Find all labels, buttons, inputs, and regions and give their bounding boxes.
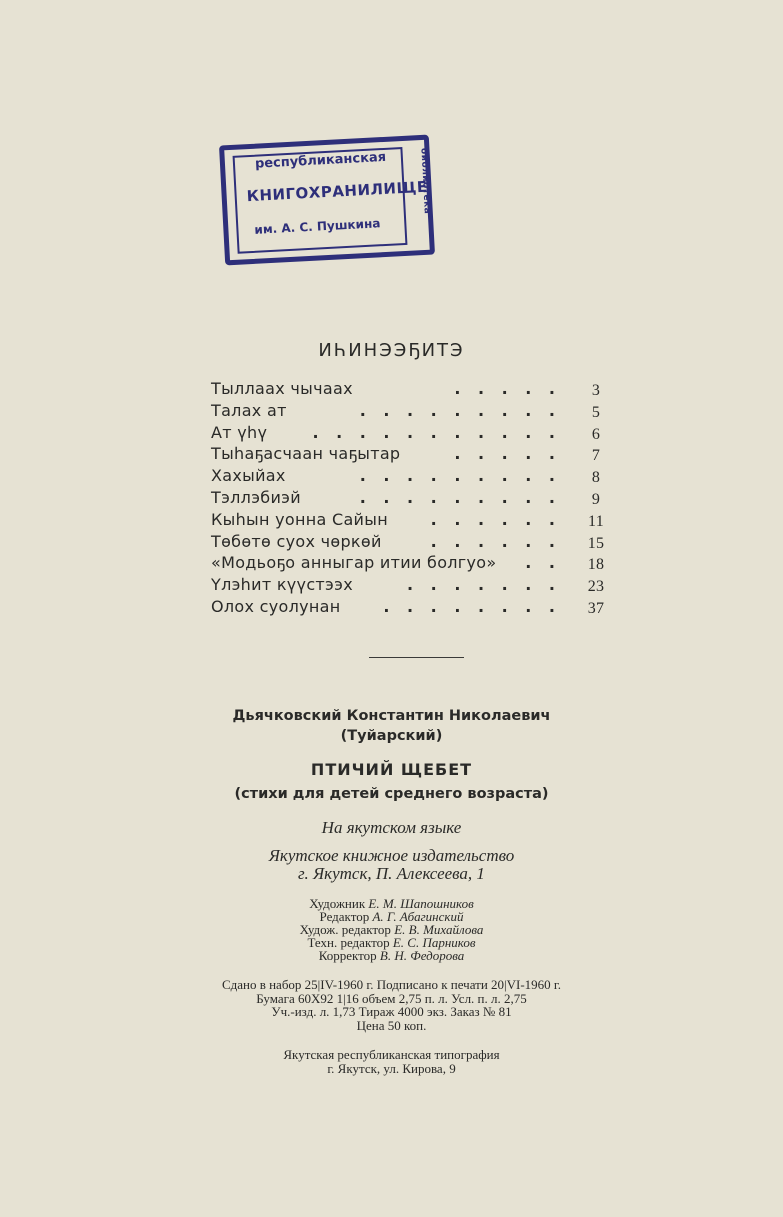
toc-page-number: 23 bbox=[587, 578, 605, 596]
toc-entry bbox=[211, 574, 611, 596]
toc-entry bbox=[211, 465, 611, 487]
publisher-address: г. Якутск, П. Алексеева, 1 bbox=[298, 864, 485, 883]
toc-entry bbox=[211, 443, 611, 465]
toc-page-number: 15 bbox=[587, 534, 605, 552]
author-name: Дьячковский Константин Николаевич bbox=[232, 708, 551, 724]
book-subtitle: (стихи для детей среднего возраста) bbox=[234, 786, 549, 802]
printer-name: Якутская республиканская типография bbox=[283, 1047, 500, 1062]
toc-entry-title: Талах ат bbox=[211, 400, 291, 422]
library-stamp bbox=[219, 135, 435, 266]
toc-title: ИҺИНЭЭҔИТЭ bbox=[318, 340, 465, 361]
toc-entry-title: Үлэһит күүстээх bbox=[211, 574, 357, 596]
credit-role: Корректор bbox=[318, 948, 377, 963]
stamp-line-3: им. А. С. Пушкина bbox=[254, 216, 381, 237]
toc-leader: . . . . . bbox=[454, 444, 561, 464]
toc-entry bbox=[211, 378, 611, 400]
credit-role: Редактор bbox=[319, 909, 370, 924]
toc-leader: . . . . . . . . bbox=[383, 596, 561, 616]
toc-entry bbox=[211, 509, 611, 531]
credit-role: Худож. редактор bbox=[299, 922, 391, 937]
toc-leader: . . . . . bbox=[454, 379, 561, 398]
toc-leader: . . . . . . . . . bbox=[359, 487, 561, 507]
toc-entry-title: Олох суолунан bbox=[211, 596, 345, 618]
stamp-line-1: республиканская bbox=[254, 149, 387, 172]
toc-entry bbox=[211, 531, 611, 553]
stamp-side-text: библиотека bbox=[418, 147, 432, 215]
price-line: Цена 50 коп. bbox=[356, 1017, 427, 1033]
publisher-name: Якутское книжное издательство bbox=[268, 846, 515, 865]
toc-page-number: 11 bbox=[587, 512, 604, 530]
toc-entry-title: Тэллэбиэй bbox=[211, 487, 305, 509]
toc-page-number: 3 bbox=[591, 382, 601, 399]
print-detail-line: Бумага 60X92 1|16 объем 2,75 п. л. Усл. п. л. 2,75 bbox=[256, 990, 527, 1006]
toc-entry bbox=[211, 400, 611, 422]
print-details bbox=[0, 978, 783, 1032]
language-note: На якутском языке bbox=[321, 818, 462, 837]
toc-entry-title: Тыһаҕасчаан чаҕытар bbox=[211, 443, 404, 465]
toc-entry bbox=[211, 487, 611, 509]
section-divider bbox=[369, 657, 464, 658]
credit-name: В. Н. Федорова bbox=[379, 948, 465, 963]
toc-leader: . . . . . . . . . . . bbox=[312, 422, 561, 442]
table-of-contents bbox=[211, 378, 611, 618]
stamp-line-2: КНИГОХРАНИЛИЩЕ bbox=[246, 177, 429, 206]
toc-entry-title: Хахыйах bbox=[211, 465, 290, 487]
toc-entry-title: Кыһын уонна Сайын bbox=[211, 509, 392, 531]
toc-page-number: 6 bbox=[591, 425, 601, 443]
toc-leader: . . . . . . bbox=[430, 531, 561, 551]
toc-entry bbox=[211, 552, 611, 574]
credit-name: Е. В. Михайлова bbox=[394, 922, 484, 937]
toc-entry-title: Тыллаах чычаах bbox=[211, 378, 357, 400]
credit-row bbox=[0, 949, 783, 962]
toc-leader: . . . . . . . . . bbox=[359, 466, 561, 486]
toc-leader: . . . . . . . bbox=[407, 575, 561, 595]
toc-entry bbox=[211, 422, 611, 444]
printer-address: г. Якутск, ул. Кирова, 9 bbox=[327, 1061, 456, 1076]
toc-entry-title: Төбөтө суох чөркөй bbox=[211, 531, 386, 553]
toc-entry-title: Ат үһү bbox=[211, 422, 271, 444]
toc-entry-title: «Модьоҕо анныгар итии болгуо» bbox=[211, 552, 500, 574]
book-title: ПТИЧИЙ ЩЕБЕТ bbox=[310, 760, 473, 779]
credit-name: Е. М. Шапошников bbox=[368, 896, 474, 911]
toc-entry bbox=[211, 596, 611, 618]
toc-page-number: 8 bbox=[591, 469, 601, 487]
credit-name: Е. С. Парников bbox=[392, 935, 476, 950]
toc-page-number: 9 bbox=[591, 490, 601, 508]
credit-role: Техн. редактор bbox=[307, 935, 390, 950]
print-detail-line: Уч.-изд. л. 1,73 Тираж 4000 экз. Заказ № 81 bbox=[271, 1004, 512, 1019]
credits-block bbox=[0, 897, 783, 962]
toc-page-number: 5 bbox=[591, 403, 601, 421]
credit-role: Художник bbox=[309, 896, 366, 911]
printer-info bbox=[0, 1048, 783, 1076]
toc-page-number: 18 bbox=[587, 556, 605, 574]
toc-page-number: 37 bbox=[587, 599, 605, 617]
author-pseudonym: (Туйарский) bbox=[340, 728, 443, 744]
credit-name: А. Г. Абагинский bbox=[372, 909, 464, 924]
toc-leader: . . . . . . bbox=[430, 509, 561, 529]
toc-page-number: 7 bbox=[591, 447, 601, 465]
toc-leader: . . bbox=[525, 553, 561, 573]
print-detail-line: Сдано в набор 25|IV-1960 г. Подписано к печати 20|VI-1960 г. bbox=[221, 977, 562, 992]
toc-leader: . . . . . . . . . bbox=[359, 400, 561, 420]
